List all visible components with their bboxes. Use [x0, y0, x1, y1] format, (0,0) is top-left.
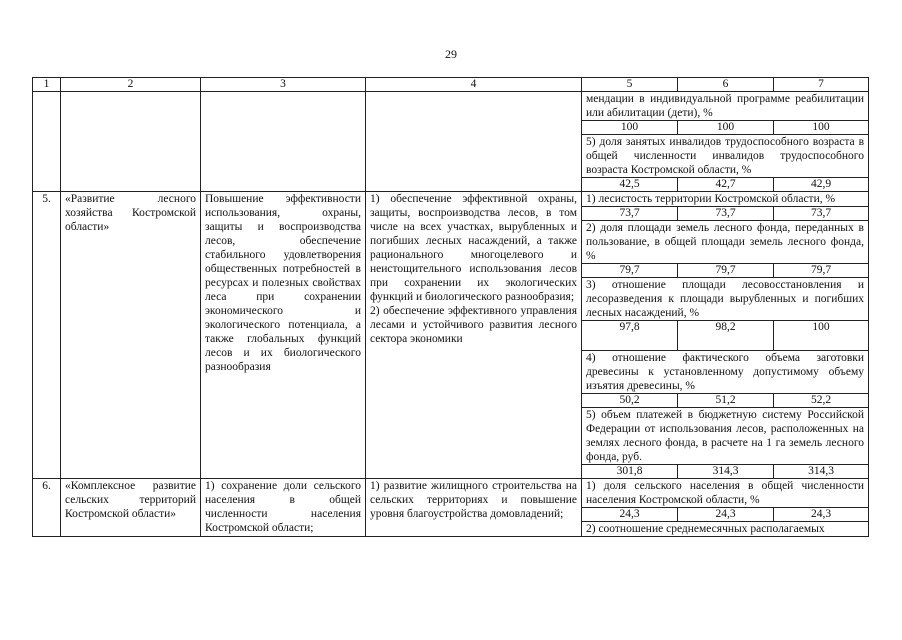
- indicator-value: 100: [582, 121, 678, 135]
- indicator-text: мендации в индивидуальной программе реабилитации или абилитации (дети), %: [582, 92, 869, 121]
- goal-cell: [201, 92, 366, 192]
- indicator-text: 5) доля занятых инвалидов трудоспособного возраста в общей численности инвалидов трудоспособного возраста Костромской области, %: [582, 135, 869, 178]
- indicator-value: 52,2: [774, 394, 869, 408]
- row-number: 5.: [33, 192, 61, 479]
- indicator-text: 3) отношение площади лесовосстановления и лесоразведения к площади вырубленных и погибших лесных насаждений, %: [582, 278, 869, 321]
- task-item: 2) обеспечение эффективного управления лесами и устойчивого развития лесного сектора экономики: [370, 305, 577, 345]
- program-goal: Повышение эффективности использования, охраны, защиты и воспроизводства лесов, обеспечение стабильного удовлетворения общественных потребностей в ресурсах и полезных свойствах леса при сохранении экономического и экологического потенциала, а также глобальных функций лесов и их биологического разнообразия: [201, 192, 366, 479]
- indicator-value: 73,7: [582, 207, 678, 221]
- programs-table: [32, 77, 869, 537]
- indicator-text: 1) лесистость территории Костромской области, %: [582, 192, 869, 207]
- program-name: «Развитие лесного хозяйства Костромской области»: [61, 192, 201, 479]
- number-cell: [33, 92, 61, 192]
- indicator-value: 51,2: [678, 394, 774, 408]
- header-cell: 6: [678, 78, 774, 92]
- program-tasks: 1) развитие жилищного строительства на сельских территориях и повышение уровня благоустройства домовладений;: [366, 479, 582, 537]
- indicator-value: 100: [774, 321, 869, 351]
- indicator-value: 73,7: [678, 207, 774, 221]
- program-goal: 1) сохранение доли сельского населения в общей численности населения Костромской области;: [201, 479, 366, 537]
- table-header-row: [33, 78, 869, 92]
- indicator-value: 97,8: [582, 321, 678, 351]
- indicator-value: 79,7: [582, 264, 678, 278]
- table-row: [33, 479, 869, 508]
- header-cell: 7: [774, 78, 869, 92]
- indicator-value: 42,5: [582, 178, 678, 192]
- indicator-value: 24,3: [582, 508, 678, 522]
- header-cell: 4: [366, 78, 582, 92]
- indicator-value: 42,7: [678, 178, 774, 192]
- program-cell: [61, 92, 201, 192]
- page-number: 29: [445, 47, 457, 61]
- header-cell: 1: [33, 78, 61, 92]
- indicator-text: 1) доля сельского населения в общей численности населения Костромской области, %: [582, 479, 869, 508]
- indicator-value: 100: [774, 121, 869, 135]
- row-number: 6.: [33, 479, 61, 537]
- indicator-value: 50,2: [582, 394, 678, 408]
- indicator-text: 4) отношение фактического объема заготовки древесины к установленному допустимому объему изъятия древесины, %: [582, 351, 869, 394]
- indicator-value: 98,2: [678, 321, 774, 351]
- task-cell: [366, 92, 582, 192]
- header-cell: 2: [61, 78, 201, 92]
- header-cell: 3: [201, 78, 366, 92]
- program-tasks: [366, 192, 582, 479]
- indicator-text: 5) объем платежей в бюджетную систему Российской Федерации от использования лесов, расположенных на землях лесного фонда, в расчете на 1 га земель лесного фонда, руб.: [582, 408, 869, 465]
- indicator-value: 24,3: [678, 508, 774, 522]
- indicator-value: 314,3: [774, 465, 869, 479]
- indicator-value: 24,3: [774, 508, 869, 522]
- header-cell: 5: [582, 78, 678, 92]
- table-row: [33, 92, 869, 121]
- indicator-value: 42,9: [774, 178, 869, 192]
- table-row: [33, 192, 869, 207]
- program-name: «Комплексное развитие сельских территорий Костромской области»: [61, 479, 201, 537]
- indicator-value: 79,7: [774, 264, 869, 278]
- task-item: 1) обеспечение эффективной охраны, защиты, воспроизводства лесов, в том числе на всех участках, вырубленных и погибших лесных насаждений, а также рационального многоцелевого и неистощительного использования лесов при сохранении их экологических функций и биологического разнообразия;: [370, 193, 577, 303]
- indicator-value: 301,8: [582, 465, 678, 479]
- indicator-value: 79,7: [678, 264, 774, 278]
- indicator-text: 2) доля площади земель лесного фонда, переданных в пользование, в общей площади земель лесного фонда, %: [582, 221, 869, 264]
- indicator-text: 2) соотношение среднемесячных располагаемых: [582, 522, 869, 537]
- indicator-value: 100: [678, 121, 774, 135]
- indicator-value: 73,7: [774, 207, 869, 221]
- indicator-value: 314,3: [678, 465, 774, 479]
